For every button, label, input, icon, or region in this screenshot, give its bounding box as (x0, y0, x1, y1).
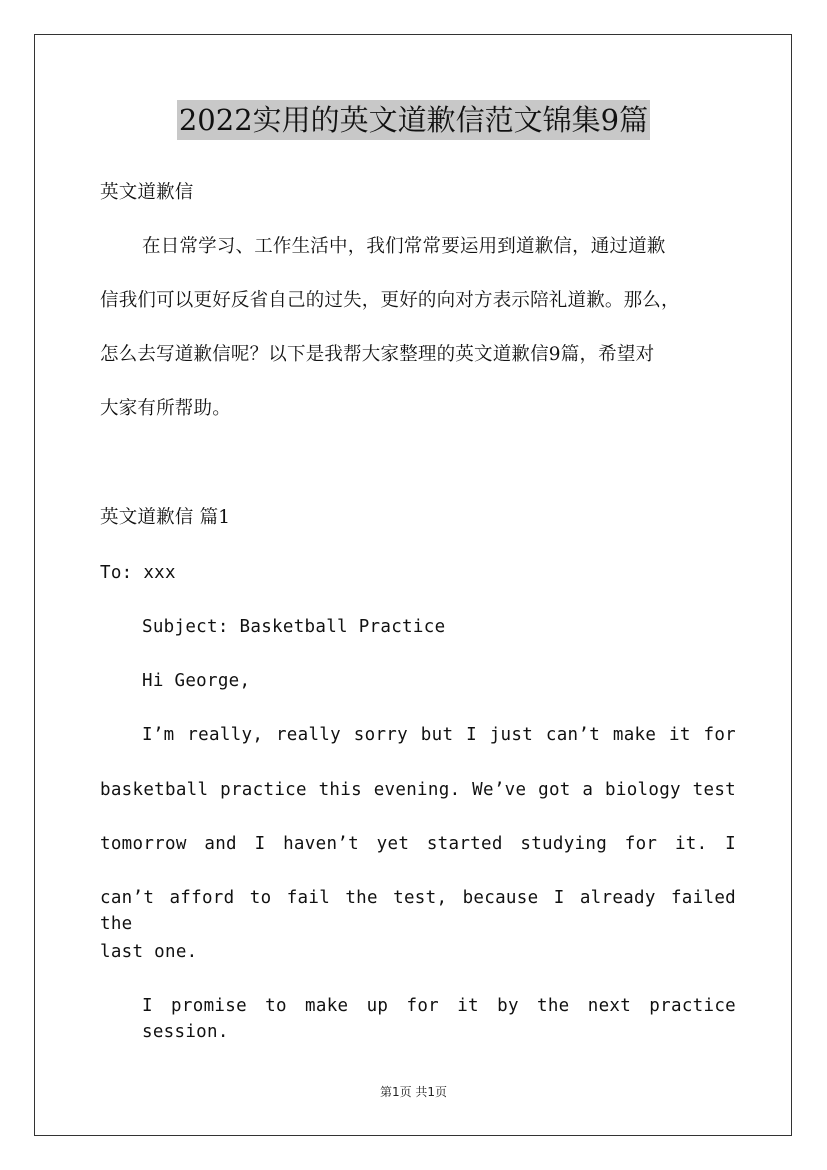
intro-line-2: 信我们可以更好反省自己的过失，更好的向对方表示陪礼道歉。那么， (100, 290, 680, 311)
letter-paragraph1-line-3: tomorrow and I haven’t yet started studying for it. I (100, 834, 736, 854)
letter-paragraph1-line-1: I’m really, really sorry but I just can’t make it for (142, 725, 736, 745)
intro-line-3: 怎么去写道歉信呢？以下是我帮大家整理的英文道歉信9篇，希望对 (100, 344, 655, 365)
letter-paragraph1-line-2: basketball practice this evening. We’ve got a biology test (100, 780, 736, 800)
section-heading: 英文道歉信 (100, 182, 194, 203)
letter-greeting: Hi George, (142, 671, 251, 691)
title-container (0, 100, 827, 140)
letter-subject: Subject: Basketball Practice (142, 617, 446, 637)
page-footer: 第1页 共1页 (379, 1085, 448, 1099)
letter-to: To: xxx (100, 563, 176, 583)
letter-paragraph2-line: I promise to make up for it by the next practice session. (142, 996, 736, 1042)
intro-line-1: 在日常学习、工作生活中，我们常常要运用到道歉信，通过道歉 (142, 236, 666, 257)
intro-line-4: 大家有所帮助。 (100, 398, 231, 419)
letter-paragraph1-line-4: can’t afford to fail the test, because I already failed the (100, 888, 736, 934)
document-title: 2022实用的英文道歉信范文锦集9篇 (177, 100, 650, 140)
article-heading: 英文道歉信 篇1 (100, 507, 231, 528)
letter-paragraph1-line-5: last one. (100, 942, 198, 962)
